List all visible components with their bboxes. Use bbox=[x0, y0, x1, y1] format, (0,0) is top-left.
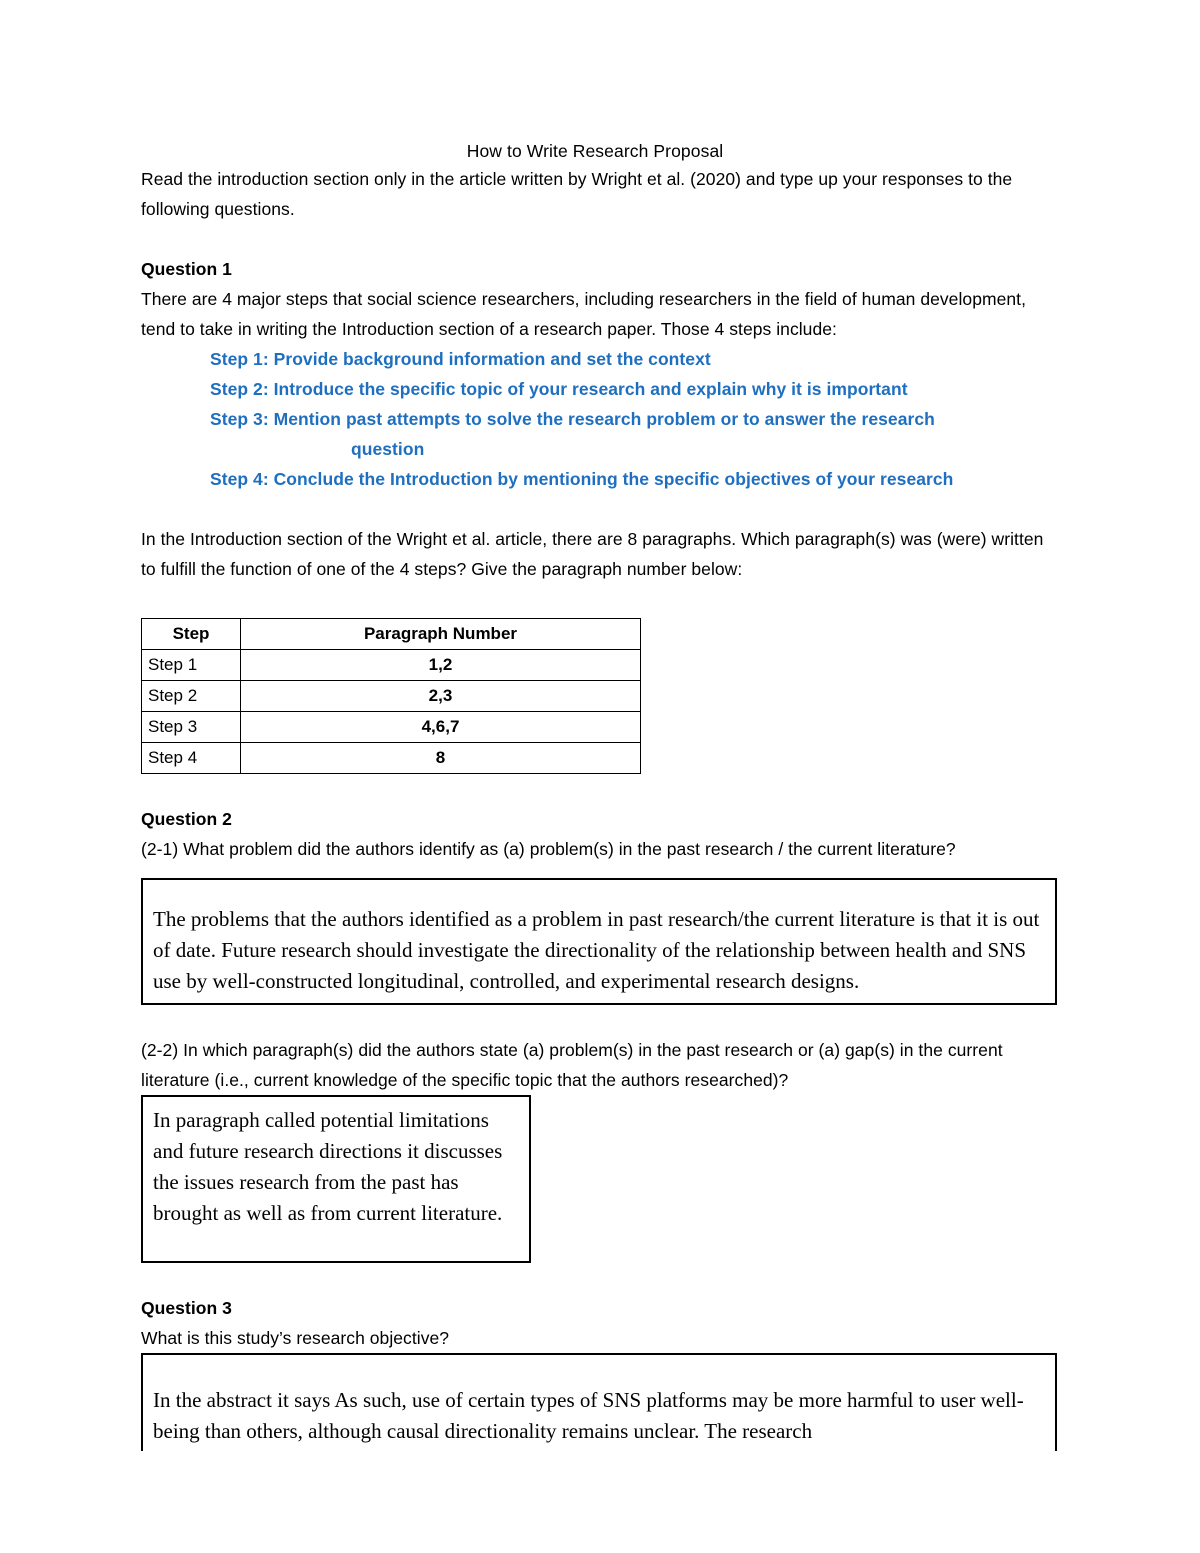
question-1-heading: Question 1 bbox=[141, 259, 232, 279]
answer-text-question-3: In the abstract it says As such, use of certain types of SNS platforms may be more harmful to user well-being than others, although causal directionality remains unclear. The research bbox=[153, 1388, 1024, 1443]
intro-paragraph: Read the introduction section only in the article written by Wright et al. (2020) and type up your responses to the following questions. bbox=[141, 169, 1013, 219]
step-3-line: Step 3: Mention past attempts to solve the research problem or to answer the research bbox=[210, 409, 935, 429]
spacer-before-table bbox=[141, 584, 1049, 614]
steps-table-wrapper bbox=[141, 618, 1049, 774]
step-2-line: Step 2: Introduce the specific topic of your research and explain why it is important bbox=[210, 379, 908, 399]
question-3-heading: Question 3 bbox=[141, 1298, 232, 1318]
table-cell-paragraph-number[interactable]: 2,3 bbox=[241, 681, 641, 712]
table-header-row bbox=[142, 619, 641, 650]
answer-box-question-2-2[interactable] bbox=[141, 1095, 531, 1263]
table-cell-paragraph-number[interactable]: 4,6,7 bbox=[241, 712, 641, 743]
step-paragraph-table bbox=[141, 618, 641, 774]
answer-text-question-2-2: In paragraph called potential limitations and future research directions it discusses the issues research from the past has brought as well as from current literature. bbox=[153, 1108, 503, 1225]
answer-text-question-2-1: The problems that the authors identified as a problem in past research/the current literature is that it is out of date. Future research should investigate the directionality of the relationship between health and SNS use by well-constructed longitudinal, controlled, and experimental research designs. bbox=[153, 907, 1040, 993]
page-title: How to Write Research Proposal bbox=[466, 141, 724, 161]
question-3-prompt: What is this study’s research objective? bbox=[141, 1328, 450, 1348]
table-cell-step-label: Step 1 bbox=[142, 650, 241, 681]
question-1-steps-list bbox=[141, 344, 1049, 494]
spacer-after-steps bbox=[141, 494, 1049, 524]
table-row bbox=[142, 650, 641, 681]
step-3-line-continuation: question bbox=[351, 439, 425, 459]
table-cell-paragraph-number[interactable]: 1,2 bbox=[241, 650, 641, 681]
question-2-heading: Question 2 bbox=[141, 809, 232, 829]
table-cell-step-label: Step 2 bbox=[142, 681, 241, 712]
spacer-after-answer-2 bbox=[141, 1263, 1049, 1293]
question-2-2-prompt: (2-2) In which paragraph(s) did the authors state (a) problem(s) in the past research or (a) gap(s) in the current literature (i.e., current knowledge of the specific topic that the authors researched)? bbox=[141, 1040, 1003, 1090]
step-1-line: Step 1: Provide background information and set the context bbox=[210, 349, 711, 369]
answer-box-question-3[interactable] bbox=[141, 1353, 1057, 1451]
question-2-1-prompt: (2-1) What problem did the authors identify as (a) problem(s) in the past research / the current literature? bbox=[141, 839, 956, 859]
table-header-paragraph-number: Paragraph Number bbox=[241, 619, 641, 650]
question-1-followup: In the Introduction section of the Wright et al. article, there are 8 paragraphs. Which paragraph(s) was (were) written to fulfill the function of one of the 4 steps? Give the paragraph number below: bbox=[141, 529, 1044, 579]
spacer-before-answer-1 bbox=[141, 864, 1049, 878]
step-4-line: Step 4: Conclude the Introduction by mentioning the specific objectives of your research bbox=[210, 469, 954, 489]
spacer-after-answer-1 bbox=[141, 1005, 1049, 1035]
table-cell-step-label: Step 4 bbox=[142, 743, 241, 774]
table-row bbox=[142, 712, 641, 743]
answer-box-question-2-1[interactable] bbox=[141, 878, 1057, 1005]
table-row bbox=[142, 681, 641, 712]
document-content bbox=[141, 138, 1049, 1451]
table-header-step: Step bbox=[142, 619, 241, 650]
table-cell-paragraph-number[interactable]: 8 bbox=[241, 743, 641, 774]
question-1-prompt: There are 4 major steps that social science researchers, including researchers in the field of human development, tend to take in writing the Introduction section of a research paper. Those 4 steps include: bbox=[141, 289, 1026, 339]
table-row bbox=[142, 743, 641, 774]
spacer-after-table bbox=[141, 774, 1049, 804]
spacer-after-intro bbox=[141, 224, 1049, 254]
table-cell-step-label: Step 3 bbox=[142, 712, 241, 743]
